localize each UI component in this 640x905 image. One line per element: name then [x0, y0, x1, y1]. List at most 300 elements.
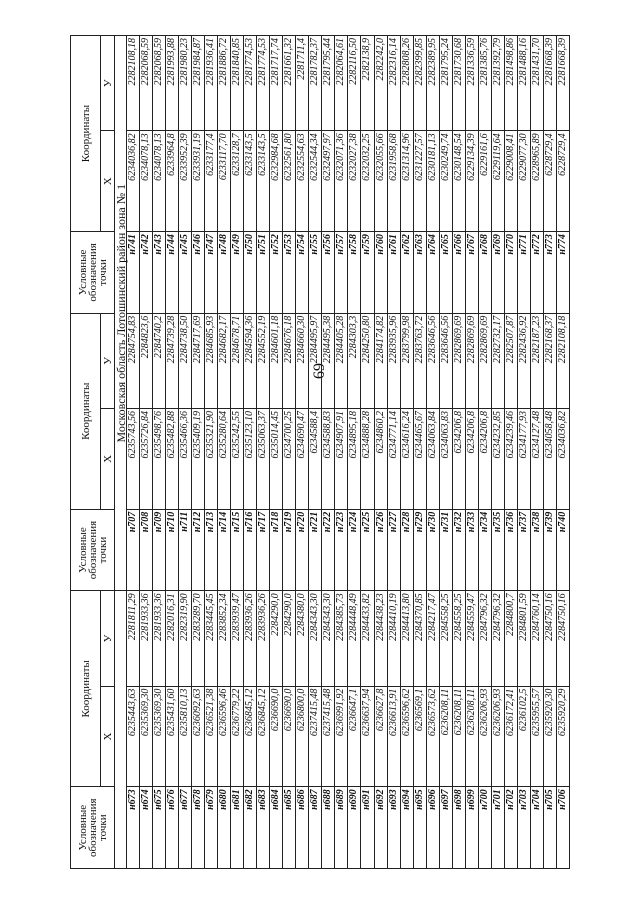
- g2-x-value: 6234206,8: [452, 408, 465, 509]
- g3-y-value: 2281668,39: [543, 36, 556, 131]
- g2-y-value: 2284660,30: [296, 313, 309, 408]
- g1-y-value: 2284448,49: [348, 591, 361, 686]
- g3-x-value: 6233143,5: [244, 131, 257, 232]
- g1-y-value: 2284800,7: [504, 591, 517, 686]
- g3-x-value: 6232561,80: [283, 131, 296, 232]
- g3-x-value: 6233128,7: [231, 131, 244, 232]
- g1-point-label: н675: [153, 787, 166, 869]
- g1-x-value: 6235920,30: [543, 686, 556, 787]
- g1-y-value: 2284433,82: [361, 591, 374, 686]
- table-row: [205, 36, 218, 869]
- g2-y-value: 2282168,37: [543, 313, 556, 408]
- g3-y-value: 2282068,59: [153, 36, 166, 131]
- g1-y-value: 2284290,0: [283, 591, 296, 686]
- g2-point-label: н728: [400, 509, 413, 591]
- g2-point-label: н723: [335, 509, 348, 591]
- page-number: 69: [311, 363, 328, 379]
- table-row: [244, 36, 257, 869]
- g3-y-value: 2281984,87: [192, 36, 205, 131]
- g1-x-value: 6235810,13: [179, 686, 192, 787]
- g1-x-value: 6236637,94: [361, 686, 374, 787]
- g2-point-label: н730: [426, 509, 439, 591]
- g1-x-value: 6236690,0: [283, 686, 296, 787]
- g2-y-value: 2283935,96: [387, 313, 400, 408]
- g3-point-label: н760: [374, 232, 387, 314]
- g3-x-value: 6229008,41: [504, 131, 517, 232]
- g3-y-value: 2281980,23: [179, 36, 192, 131]
- g1-point-label: н698: [452, 787, 465, 869]
- g3-x-value: 6231227,57: [413, 131, 426, 232]
- g1-x-value: 6236647,1: [348, 686, 361, 787]
- g3-x-value: 6228729,4: [556, 131, 569, 232]
- g3-x-value: 6232071,36: [335, 131, 348, 232]
- g3-point-label: н758: [348, 232, 361, 314]
- table-row: [517, 36, 530, 869]
- g1-x-value: 6235443,63: [127, 686, 140, 787]
- g1-y-value: 2281811,29: [127, 591, 140, 686]
- g1-point-label: н697: [439, 787, 452, 869]
- g1-point-label: н674: [140, 787, 153, 869]
- table-row: [127, 36, 140, 869]
- g1-point-label: н706: [556, 787, 569, 869]
- g3-x-value: 6234078,13: [153, 131, 166, 232]
- table-row: [283, 36, 296, 869]
- coordinates-table: [70, 35, 570, 869]
- table-row: [387, 36, 400, 869]
- g2-y-value: 2282869,69: [465, 313, 478, 408]
- g2-x-value: 6234239,46: [504, 408, 517, 509]
- table-row: [400, 36, 413, 869]
- table-row: [556, 36, 569, 869]
- g2-y-value: 2284740,2: [153, 313, 166, 408]
- g2-x-value: 6234465,67: [413, 408, 426, 509]
- g1-y-value: 2284217,47: [426, 591, 439, 686]
- g3-y-value: 2281782,37: [309, 36, 322, 131]
- g2-y-value: 2284594,36: [244, 313, 257, 408]
- g1-point-label: н682: [244, 787, 257, 869]
- g1-y-value: 2281933,36: [140, 591, 153, 686]
- g2-point-label: н720: [296, 509, 309, 591]
- g3-x-value: 6233143,5: [257, 131, 270, 232]
- g1-y-value: 2284750,16: [556, 591, 569, 686]
- g3-x-value: 6233117,70: [218, 131, 231, 232]
- g3-y-value: 2281936,41: [205, 36, 218, 131]
- g1-point-label: н676: [166, 787, 179, 869]
- g3-x-value: 6232032,25: [361, 131, 374, 232]
- g3-point-label: н748: [218, 232, 231, 314]
- g2-y-value: 2284739,28: [166, 313, 179, 408]
- g1-y-value: 2283852,34: [218, 591, 231, 686]
- g1-point-label: н694: [400, 787, 413, 869]
- g2-y-value: 2284495,38: [322, 313, 335, 408]
- g2-point-label: н735: [491, 509, 504, 591]
- g1-point-label: н677: [179, 787, 192, 869]
- table-row: [257, 36, 270, 869]
- g1-y-value: 2284438,23: [374, 591, 387, 686]
- g1-x-value: 6236627,8: [374, 686, 387, 787]
- table-row: [439, 36, 452, 869]
- g2-x-value: 6235466,36: [179, 408, 192, 509]
- g2-y-value: 2283763,72: [413, 313, 426, 408]
- g3-y-value: 2281392,79: [491, 36, 504, 131]
- g3-point-label: н767: [465, 232, 478, 314]
- table-row: [231, 36, 244, 869]
- g1-y-value: 2284410,19: [387, 591, 400, 686]
- header-x-2: X: [101, 408, 115, 509]
- g3-point-label: н747: [205, 232, 218, 314]
- g2-x-value: 6235321,90: [205, 408, 218, 509]
- g1-x-value: 6236596,62: [400, 686, 413, 787]
- header-x-1: X: [101, 686, 115, 787]
- g1-point-label: н687: [309, 787, 322, 869]
- g2-x-value: 6235726,84: [140, 408, 153, 509]
- g3-y-value: 2282116,50: [348, 36, 361, 131]
- g1-x-value: 6236521,38: [205, 686, 218, 787]
- g2-x-value: 6234588,83: [322, 408, 335, 509]
- g3-y-value: 2282242,0: [374, 36, 387, 131]
- g1-point-label: н685: [283, 787, 296, 869]
- header-coords-3: Координаты: [71, 36, 101, 232]
- g2-x-value: 6234063,83: [439, 408, 452, 509]
- g3-point-label: н751: [257, 232, 270, 314]
- g2-y-value: 2284495,97: [309, 313, 322, 408]
- g2-x-value: 6234206,8: [478, 408, 491, 509]
- g3-x-value: 6232027,38: [348, 131, 361, 232]
- header-points-1: Условные обозначения точки: [71, 787, 115, 869]
- g1-point-label: н673: [127, 787, 140, 869]
- g2-point-label: н734: [478, 509, 491, 591]
- g1-x-value: 6236690,0: [270, 686, 283, 787]
- g2-x-value: 6234232,85: [491, 408, 504, 509]
- g2-point-label: н732: [452, 509, 465, 591]
- g1-y-value: 2283289,70: [192, 591, 205, 686]
- g1-point-label: н692: [374, 787, 387, 869]
- g3-y-value: 2281840,85: [231, 36, 244, 131]
- g2-y-value: 2284303,3: [348, 313, 361, 408]
- g3-y-value: 2281668,39: [556, 36, 569, 131]
- g2-y-value: 2284685,93: [205, 313, 218, 408]
- table-row: [465, 36, 478, 869]
- g1-x-value: 6236779,22: [231, 686, 244, 787]
- g3-point-label: н756: [322, 232, 335, 314]
- g2-point-label: н718: [270, 509, 283, 591]
- g3-x-value: 6229119,64: [491, 131, 504, 232]
- g2-x-value: 6234860,2: [374, 408, 387, 509]
- g2-x-value: 6234036,82: [556, 408, 569, 509]
- g3-y-value: 2281385,76: [478, 36, 491, 131]
- table-row: [270, 36, 283, 869]
- g3-point-label: н763: [413, 232, 426, 314]
- g2-point-label: н715: [231, 509, 244, 591]
- g2-y-value: 2282869,69: [452, 313, 465, 408]
- g2-point-label: н709: [153, 509, 166, 591]
- g3-y-value: 2282068,59: [140, 36, 153, 131]
- g3-y-value: 2282064,61: [335, 36, 348, 131]
- g2-y-value: 2282507,87: [504, 313, 517, 408]
- g3-y-value: 2281336,59: [465, 36, 478, 131]
- g1-y-value: 2283445,45: [205, 591, 218, 686]
- g2-x-value: 6234907,91: [335, 408, 348, 509]
- g2-x-value: 6234700,25: [283, 408, 296, 509]
- g2-x-value: 6235123,10: [244, 408, 257, 509]
- g3-y-value: 2282399,85: [413, 36, 426, 131]
- g3-point-label: н764: [426, 232, 439, 314]
- g3-x-value: 6230249,74: [439, 131, 452, 232]
- g3-x-value: 6228965,89: [530, 131, 543, 232]
- g3-y-value: 2281993,88: [166, 36, 179, 131]
- g3-point-label: н765: [439, 232, 452, 314]
- header-y-2: У: [101, 313, 115, 408]
- g3-y-value: 2281431,70: [530, 36, 543, 131]
- g2-x-value: 6234177,93: [517, 408, 530, 509]
- table-row: [140, 36, 153, 869]
- g1-x-value: 6236172,41: [504, 686, 517, 787]
- g3-point-label: н744: [166, 232, 179, 314]
- g3-y-value: 2281661,32: [283, 36, 296, 131]
- g3-x-value: 6233931,19: [192, 131, 205, 232]
- table-row: [478, 36, 491, 869]
- g2-point-label: н707: [127, 509, 140, 591]
- g3-point-label: н766: [452, 232, 465, 314]
- g1-y-value: 2284796,32: [491, 591, 504, 686]
- header-y-3: У: [101, 36, 115, 131]
- g2-point-label: н736: [504, 509, 517, 591]
- g1-point-label: н704: [530, 787, 543, 869]
- g1-y-value: 2282016,31: [166, 591, 179, 686]
- g3-point-label: н750: [244, 232, 257, 314]
- g2-y-value: 2284552,19: [257, 313, 270, 408]
- g2-y-value: 2284405,28: [335, 313, 348, 408]
- g2-point-label: н714: [218, 509, 231, 591]
- table-row: [166, 36, 179, 869]
- g1-y-value: 2284559,47: [465, 591, 478, 686]
- g2-x-value: 6235063,37: [257, 408, 270, 509]
- g3-point-label: н754: [296, 232, 309, 314]
- g2-point-label: н711: [179, 509, 192, 591]
- g2-point-label: н727: [387, 509, 400, 591]
- g2-point-label: н724: [348, 509, 361, 591]
- g1-x-value: 6235369,30: [153, 686, 166, 787]
- table-row: [543, 36, 556, 869]
- g1-y-value: 2284343,30: [309, 591, 322, 686]
- g3-point-label: н755: [309, 232, 322, 314]
- g2-y-value: 2282108,18: [556, 313, 569, 408]
- header-coords-1: Координаты: [71, 591, 101, 787]
- g3-point-label: н752: [270, 232, 283, 314]
- header-points-3: Условные обозначения точки: [71, 232, 115, 314]
- g3-x-value: 6231958,68: [387, 131, 400, 232]
- g3-point-label: н742: [140, 232, 153, 314]
- g1-x-value: 6235431,60: [166, 686, 179, 787]
- table-row: [296, 36, 309, 869]
- g2-y-value: 2282187,23: [530, 313, 543, 408]
- g2-point-label: н739: [543, 509, 556, 591]
- g1-x-value: 6235955,57: [530, 686, 543, 787]
- g2-point-label: н738: [530, 509, 543, 591]
- g1-point-label: н680: [218, 787, 231, 869]
- g2-point-label: н721: [309, 509, 322, 591]
- g3-y-value: 2281886,72: [218, 36, 231, 131]
- g2-point-label: н719: [283, 509, 296, 591]
- g1-x-value: 6236206,93: [478, 686, 491, 787]
- g2-y-value: 2284682,17: [218, 313, 231, 408]
- table-row: [426, 36, 439, 869]
- g3-x-value: 6234078,13: [140, 131, 153, 232]
- g1-x-value: 6236800,0: [296, 686, 309, 787]
- g1-x-value: 6236991,92: [335, 686, 348, 787]
- g2-y-value: 2284250,80: [361, 313, 374, 408]
- g1-y-value: 2284413,80: [400, 591, 413, 686]
- g2-point-label: н737: [517, 509, 530, 591]
- g1-point-label: н699: [465, 787, 478, 869]
- g1-point-label: н683: [257, 787, 270, 869]
- g3-x-value: 6229077,30: [517, 131, 530, 232]
- g1-x-value: 6236569,1: [413, 686, 426, 787]
- g3-y-value: 2281795,44: [322, 36, 335, 131]
- g3-x-value: 6233952,39: [179, 131, 192, 232]
- g2-point-label: н726: [374, 509, 387, 591]
- g1-y-value: 2284370,85: [413, 591, 426, 686]
- g2-y-value: 2283646,56: [426, 313, 439, 408]
- g3-x-value: 6232055,66: [374, 131, 387, 232]
- g2-x-value: 6235242,55: [231, 408, 244, 509]
- g3-y-value: 2281498,86: [504, 36, 517, 131]
- g1-y-value: 2281933,36: [153, 591, 166, 686]
- g1-y-value: 2284558,25: [452, 591, 465, 686]
- g3-point-label: н769: [491, 232, 504, 314]
- g1-point-label: н691: [361, 787, 374, 869]
- g3-point-label: н761: [387, 232, 400, 314]
- g1-y-value: 2284385,73: [335, 591, 348, 686]
- table-row: [452, 36, 465, 869]
- g3-point-label: н759: [361, 232, 374, 314]
- g2-y-value: 2284754,83: [127, 313, 140, 408]
- g3-point-label: н757: [335, 232, 348, 314]
- g2-x-value: 6235014,45: [270, 408, 283, 509]
- g1-x-value: 6236208,11: [439, 686, 452, 787]
- g3-x-value: 6233177,4: [205, 131, 218, 232]
- table-body: [115, 36, 570, 869]
- g2-x-value: 6235743,56: [127, 408, 140, 509]
- g1-x-value: 6236206,93: [491, 686, 504, 787]
- g3-point-label: н770: [504, 232, 517, 314]
- g1-x-value: 6236573,62: [426, 686, 439, 787]
- table-row: [218, 36, 231, 869]
- g3-point-label: н746: [192, 232, 205, 314]
- g1-y-value: 2283936,26: [244, 591, 257, 686]
- g2-y-value: 2282436,92: [517, 313, 530, 408]
- g1-x-value: 6235920,29: [556, 686, 569, 787]
- g1-y-value: 2284760,14: [530, 591, 543, 686]
- header-x-3: X: [101, 131, 115, 232]
- g2-x-value: 6234895,18: [348, 408, 361, 509]
- g3-point-label: н771: [517, 232, 530, 314]
- g2-x-value: 6235482,88: [166, 408, 179, 509]
- g1-point-label: н689: [335, 787, 348, 869]
- g3-point-label: н762: [400, 232, 413, 314]
- g3-point-label: н768: [478, 232, 491, 314]
- g3-y-value: 2282108,18: [127, 36, 140, 131]
- g3-x-value: 6232497,97: [322, 131, 335, 232]
- g2-x-value: 6235498,76: [153, 408, 166, 509]
- g1-x-value: 6236208,11: [465, 686, 478, 787]
- g3-y-value: 2281774,53: [244, 36, 257, 131]
- g3-y-value: 2282808,26: [400, 36, 413, 131]
- g2-y-value: 2282869,69: [478, 313, 491, 408]
- table-row: [179, 36, 192, 869]
- g2-point-label: н717: [257, 509, 270, 591]
- g1-y-value: 2284290,0: [270, 591, 283, 686]
- table-row: [153, 36, 166, 869]
- g3-point-label: н741: [127, 232, 140, 314]
- g2-point-label: н725: [361, 509, 374, 591]
- g3-point-label: н743: [153, 232, 166, 314]
- g1-point-label: н705: [543, 787, 556, 869]
- table-row: [504, 36, 517, 869]
- g2-point-label: н722: [322, 509, 335, 591]
- g3-y-value: 2281795,24: [439, 36, 452, 131]
- g1-x-value: 6237415,48: [309, 686, 322, 787]
- g2-x-value: 6234588,4: [309, 408, 322, 509]
- g2-point-label: н729: [413, 509, 426, 591]
- g2-x-value: 6234690,47: [296, 408, 309, 509]
- g3-x-value: 6232554,63: [296, 131, 309, 232]
- g1-point-label: н693: [387, 787, 400, 869]
- g1-y-value: 2282319,90: [179, 591, 192, 686]
- g2-x-value: 6234063,84: [426, 408, 439, 509]
- section-title: Московская область Лотошинский район зона № 1: [115, 36, 127, 591]
- g1-point-label: н701: [491, 787, 504, 869]
- g1-point-label: н681: [231, 787, 244, 869]
- g2-point-label: н710: [166, 509, 179, 591]
- g2-point-label: н740: [556, 509, 569, 591]
- g1-x-value: 6235369,30: [140, 686, 153, 787]
- g2-point-label: н708: [140, 509, 153, 591]
- g2-point-label: н712: [192, 509, 205, 591]
- g1-point-label: н702: [504, 787, 517, 869]
- g3-x-value: 6232544,34: [309, 131, 322, 232]
- g3-x-value: 6228729,4: [543, 131, 556, 232]
- g1-y-value: 2283939,47: [231, 591, 244, 686]
- g1-point-label: н679: [205, 787, 218, 869]
- g3-y-value: 2281488,16: [517, 36, 530, 131]
- g2-y-value: 2284676,18: [283, 313, 296, 408]
- g2-x-value: 6234127,48: [530, 408, 543, 509]
- g3-y-value: 2281717,74: [270, 36, 283, 131]
- g2-x-value: 6234206,8: [465, 408, 478, 509]
- g1-x-value: 6236208,11: [452, 686, 465, 787]
- g3-y-value: 2282316,14: [387, 36, 400, 131]
- g3-x-value: 6229161,6: [478, 131, 491, 232]
- coordinates-table-wrapper: [70, 35, 570, 869]
- g3-point-label: н772: [530, 232, 543, 314]
- g2-x-value: 6234058,48: [543, 408, 556, 509]
- g3-point-label: н773: [543, 232, 556, 314]
- g3-x-value: 6230181,13: [426, 131, 439, 232]
- g1-y-value: 2284750,16: [543, 591, 556, 686]
- g2-y-value: 2282732,17: [491, 313, 504, 408]
- g3-point-label: н753: [283, 232, 296, 314]
- table-row: [309, 36, 322, 869]
- g1-y-value: 2284343,30: [322, 591, 335, 686]
- g3-y-value: 2281711,4: [296, 36, 309, 131]
- g2-y-value: 2284174,82: [374, 313, 387, 408]
- table-row: [530, 36, 543, 869]
- g3-y-value: 2281774,53: [257, 36, 270, 131]
- g2-x-value: 6235280,64: [218, 408, 231, 509]
- g3-point-label: н749: [231, 232, 244, 314]
- table-row: [322, 36, 335, 869]
